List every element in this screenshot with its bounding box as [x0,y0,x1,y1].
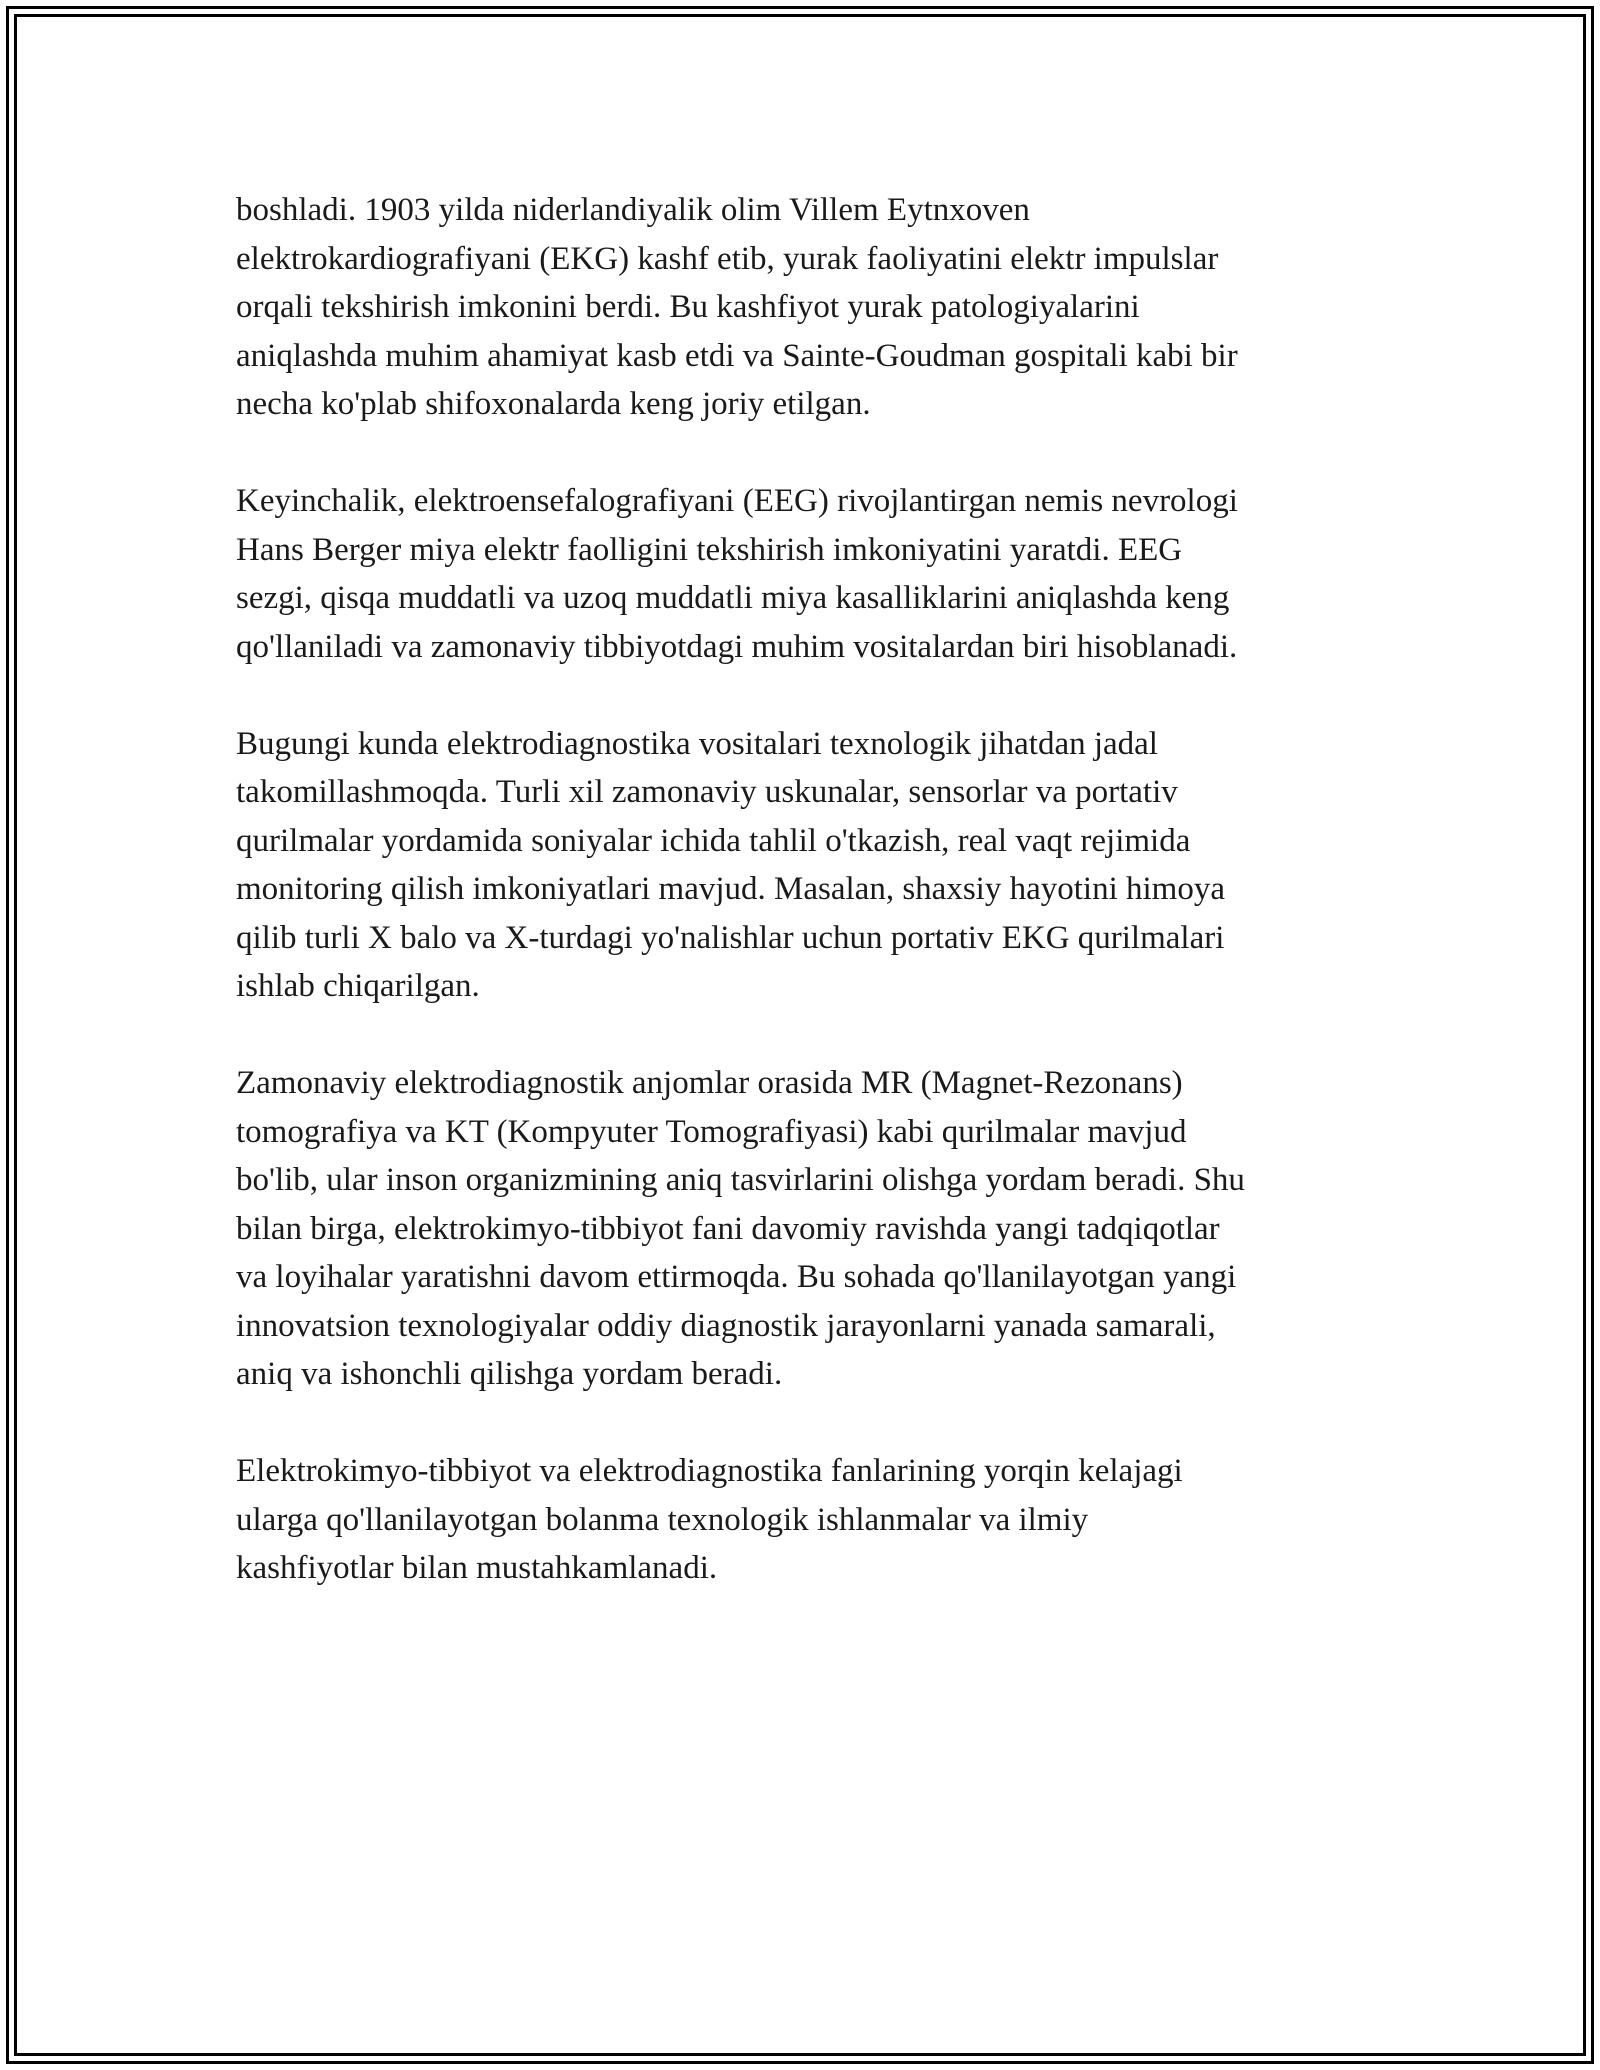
text-line: Bugungi kunda elektrodiagnostika vositalari texnologik jihatdan jadal [236,725,1158,762]
text-line: ularga qo'llanilayotgan bolanma texnologik ishlanmalar va ilmiy [236,1501,1089,1538]
text-line: qilib turli X balo va X-turdagi yo'nalishlar uchun portativ EKG qurilmalari [236,919,1225,956]
text-line: bo'lib, ular inson organizmining aniq tasvirlarini olishga yordam beradi. Shu [236,1162,1245,1198]
text-line: tomografiya va KT (Kompyuter Tomografiyasi) kabi qurilmalar mavjud [236,1113,1187,1150]
text-line: necha ko'plab shifoxonalarda keng joriy etilgan. [236,386,871,422]
text-line: elektrokardiografiyani (EKG) kashf etib, yurak faoliyatini elektr impulslar [236,240,1219,277]
text-line: kashfiyotlar bilan mustahkamlanadi. [236,1550,718,1586]
text-line: Keyinchalik, elektroensefalografiyani (EEG) rivojlantirgan nemis nevrologi [236,483,1238,519]
text-line: aniq va ishonchli qilishga yordam beradi. [236,1356,783,1392]
paragraph [236,477,1376,671]
text-line: takomillashmoqda. Turli xil zamonaviy uskunalar, sensorlar va portativ [236,774,1178,810]
paragraph [236,720,1376,1011]
text-line: Zamonaviy elektrodiagnostik anjomlar orasida MR (Magnet-Rezonans) [236,1065,1183,1101]
document-body [236,186,1376,1641]
paragraph [236,1447,1376,1593]
text-line: Hans Berger miya elektr faolligini tekshirish imkoniyatini yaratdi. EEG [236,531,1183,568]
text-line: boshladi. 1903 yilda niderlandiyalik olim Villem Eytnxoven [236,192,1030,228]
text-line: qurilmalar yordamida soniyalar ichida tahlil o'tkazish, real vaqt rejimida [236,822,1191,859]
text-line: sezgi, qisqa muddatli va uzoq muddatli miya kasalliklarini aniqlashda keng [236,580,1230,616]
text-line: bilan birga, elektrokimyo-tibbiyot fani davomiy ravishda yangi tadqiqotlar [236,1210,1220,1247]
text-line: ishlab chiqarilgan. [236,968,480,1004]
text-line: Elektrokimyo-tibbiyot va elektrodiagnostika fanlarining yorqin kelajagi [236,1453,1183,1489]
text-line: qo'llaniladi va zamonaviy tibbiyotdagi muhim vositalardan biri hisoblanadi. [236,628,1238,665]
paragraph [236,186,1376,429]
text-line: innovatsion texnologiyalar oddiy diagnostik jarayonlarni yanada samarali, [236,1307,1216,1344]
text-line: monitoring qilish imkoniyatlari mavjud. Masalan, shaxsiy hayotini himoya [236,871,1225,907]
text-line: orqali tekshirish imkonini berdi. Bu kashfiyot yurak patologiyalarini [236,289,1140,325]
paragraph [236,1059,1376,1399]
text-line: aniqlashda muhim ahamiyat kasb etdi va Sainte-Goudman gospitali kabi bir [236,337,1238,374]
text-line: va loyihalar yaratishni davom ettirmoqda. Bu sohada qo'llanilayotgan yangi [236,1259,1237,1295]
